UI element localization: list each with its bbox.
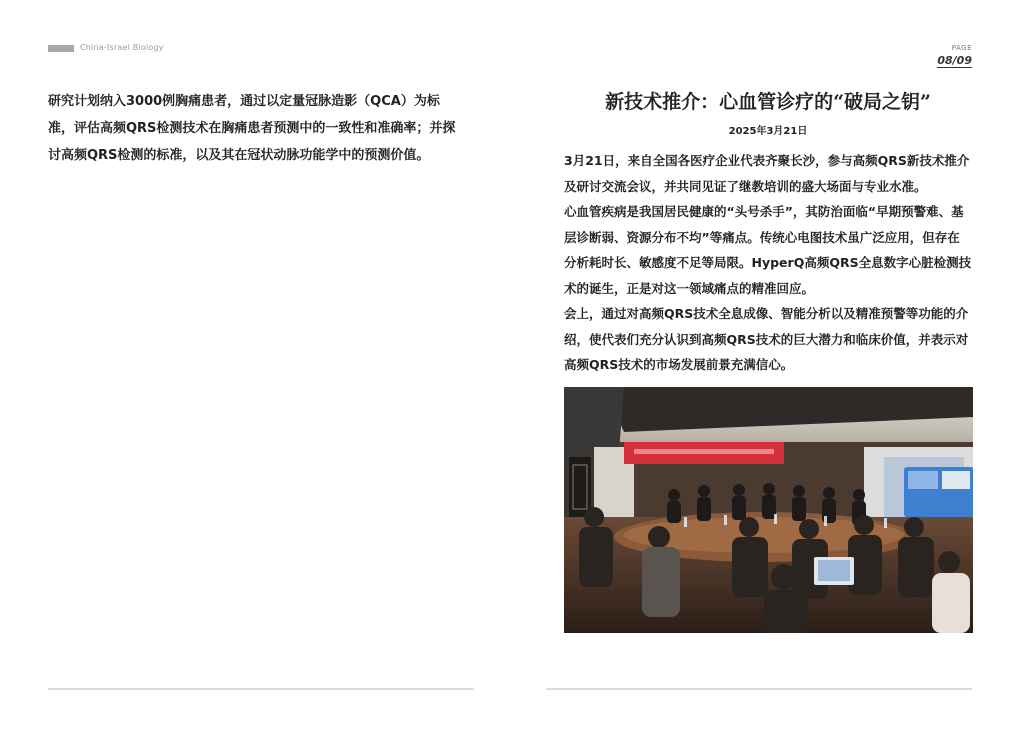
article-paragraph-1: 3月21日，来自全国各医疗企业代表齐聚长沙，参与高频QRS新技术推介及研讨交流会议，并共同见证了继教培训的盛大场面与专业水准。 xyxy=(564,153,970,194)
page-number: 08/09 xyxy=(937,54,972,67)
article-title: 新技术推介：心血管诊疗的“破局之钥” xyxy=(605,91,931,113)
article-date: 2025年3月21日 xyxy=(728,126,808,137)
meeting-photo-illustration xyxy=(564,387,973,633)
page-label: PAGE xyxy=(951,44,972,52)
brand-bar xyxy=(48,45,74,52)
meeting-photo xyxy=(564,387,973,633)
article-body xyxy=(564,148,972,378)
footer-rule-right xyxy=(546,688,972,690)
footer-rule-left xyxy=(48,688,474,690)
article-paragraph-2: 心血管疾病是我国居民健康的“头号杀手”，其防治面临“早期预警难、基层诊断弱、资源分布不均”等痛点。传统心电图技术虽广泛应用，但存在分析耗时长、敏感度不足等局限。HyperQ高频QRS全息数字心脏检测技术的诞生，正是对这一领域痛点的精准回应。 xyxy=(564,204,972,296)
left-paragraph: 研究计划纳入3000例胸痛患者，通过以定量冠脉造影（QCA）为标准，评估高频QRS检测技术在胸痛患者预测中的一致性和准确率；并探讨高频QRS检测的标准，以及其在冠状动脉功能学中的预测价值。 xyxy=(48,94,456,163)
article-paragraph-3: 会上，通过对高频QRS技术全息成像、智能分析以及精准预警等功能的介绍，使代表们充分认识到高频QRS技术的巨大潜力和临床价值，并表示对高频QRS技术的市场发展前景充满信心。 xyxy=(564,306,969,372)
brand-name: China-Israel Biology xyxy=(80,43,164,52)
